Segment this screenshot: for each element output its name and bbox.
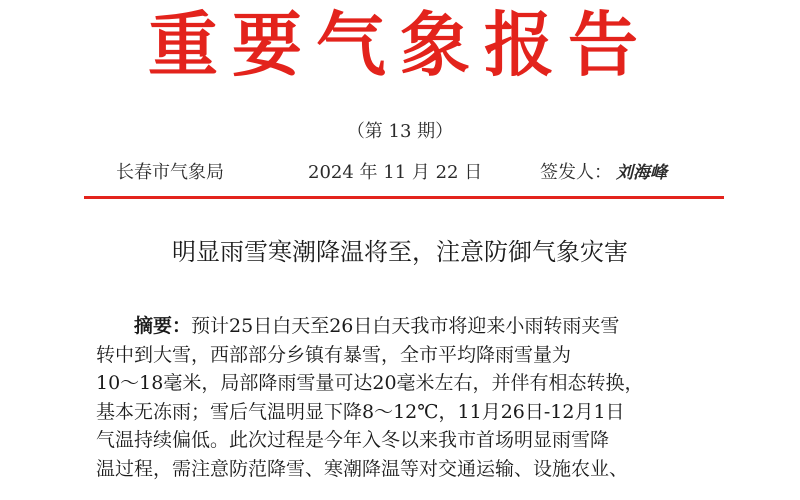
signer-label: 签发人： (540, 162, 612, 183)
abstract-line: 10～18毫米，局部降雨雪量可达20毫米左右，并伴有相态转换， (96, 372, 644, 394)
issuing-agency: 长春市气象局 (116, 162, 224, 183)
abstract-line: 转中到大雪，西部部分乡镇有暴雪，全市平均降雨雪量为 (96, 343, 572, 366)
issue-date: 2024 年 11 月 22 日 (308, 162, 483, 183)
abstract-line (96, 312, 708, 341)
masthead-title: 重要气象报告 (148, 3, 652, 86)
abstract-label: 摘要： (134, 315, 192, 337)
abstract-paragraph (96, 312, 708, 483)
report-headline: 明显雨雪寒潮降温将至，注意防御气象灾害 (172, 238, 628, 266)
issue-number: （第 13 期） (346, 121, 454, 142)
meta-row (0, 160, 800, 186)
red-divider (84, 196, 724, 199)
abstract-line: 基本无冻雨；雪后气温明显下降8～12℃，11月26日-12月1日 (96, 400, 625, 423)
signer-name: 刘海峰 (616, 163, 667, 183)
abstract-line: 气温持续偏低。此次过程是今年入冬以来我市首场明显雨雪降 (96, 429, 610, 451)
signer (540, 160, 667, 186)
abstract-line: 温过程，需注意防范降雪、寒潮降温等对交通运输、设施农业、 (96, 457, 629, 480)
abstract-line-text: 预计25日白天至26日白天我市将迎来小雨转雨夹雪 (191, 315, 620, 337)
